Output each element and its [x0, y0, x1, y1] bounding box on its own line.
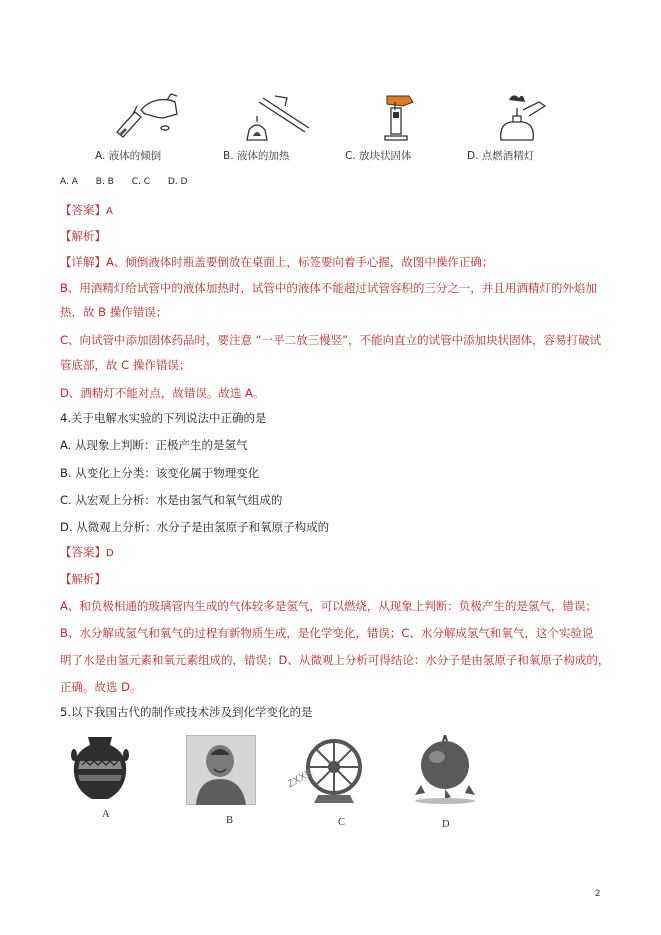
picture-c: [288, 735, 388, 835]
q4-analysis-line-2: B、水分解成氢气和氧气的过程有新物质生成，是化学变化，错误；C、水分解成氢气和氧气，这个实验说: [60, 626, 594, 640]
picture-c-label: C: [338, 817, 346, 828]
figure-d-caption: D. 点燃酒精灯: [467, 150, 535, 162]
heat-liquid-icon: [235, 92, 315, 144]
q3-option-b: B. B: [95, 177, 114, 187]
figure-a-caption: A. 液体的倾倒: [95, 150, 162, 162]
answer-value: D: [106, 548, 114, 559]
pour-liquid-icon: [107, 92, 187, 144]
q3-options: [60, 177, 202, 187]
picture-a: [68, 735, 148, 835]
figure-c: [345, 92, 455, 172]
figure-a: [95, 92, 205, 172]
q3-option-a: A. A: [60, 177, 78, 187]
figure-b-caption: B. 液体的加热: [223, 150, 290, 162]
picture-b-label: B: [226, 815, 234, 826]
lab-operations-figure: [95, 92, 575, 172]
picture-a-label: A: [102, 809, 110, 820]
picture-d-label: D: [442, 819, 450, 830]
q3-detail-line-1: 【详解】A、倾倒液体时瓶盖要倒放在桌面上，标签要向着手心握，故图中操作正确；: [60, 255, 494, 269]
q4-analysis-line-3: 明了水是由氢元素和氧元素组成的，错误；D、从微观上分析可得结论：水分子是由氢原子和氧原子构成的，: [60, 653, 610, 667]
q4-option-c: C. 从宏观上分析：水是由氢气和氧气组成的: [60, 493, 283, 507]
q4-analysis-line-4: 正确。故选 D。: [60, 680, 142, 694]
q4-stem: 4.关于电解水实验的下列说法中正确的是: [60, 411, 267, 425]
picture-b: [186, 735, 276, 835]
answer-tag: 【答案】: [60, 545, 106, 559]
bronze-ball-icon: [405, 735, 485, 807]
q4-analysis-tag: 【解析】: [60, 572, 106, 586]
page-number: 2: [595, 889, 601, 899]
figure-d: [467, 92, 577, 172]
q3-option-d: D. D: [167, 177, 188, 187]
figure-b: [223, 92, 333, 172]
q3-detail-line-4: C、向试管中添加固体药品时，要注意 “一平二放三慢竖”，不能向直立的试管中添加块状固体，容易打破试: [60, 333, 602, 347]
q3-detail-line-6: D、酒精灯不能对点，故错误。故选 A。: [60, 386, 265, 400]
q3-analysis-tag: 【解析】: [60, 229, 106, 243]
q4-option-b: B. 从变化上分类：该变化属于物理变化: [60, 466, 260, 480]
q4-option-a: A. 从现象上判断：正极产生的是氢气: [60, 438, 248, 452]
q3-detail-line-2: B、用酒精灯给试管中的液体加热时，试管中的液体不能超过试管容积的三分之一，并且用酒精灯的外焰加: [60, 281, 597, 295]
picture-d: [405, 735, 505, 845]
watermark-text: ZXXK: [288, 767, 315, 791]
q4-option-d: D. 从微观上分析：水分子是由氢原子和氧原子构成的: [60, 520, 330, 534]
answer-tag: 【答案】: [60, 203, 106, 217]
alcohol-lamp-icon: [479, 92, 559, 144]
water-wheel-icon: [288, 735, 368, 805]
q3-detail-line-3: 热，故 B 操作错误；: [60, 305, 168, 319]
q3-detail-line-5: 管底部，故 C 操作错误；: [60, 358, 191, 372]
detail-tag: 【详解】: [60, 255, 106, 269]
answer-value: A: [106, 206, 113, 217]
figure-c-caption: C. 放块状固体: [345, 150, 412, 162]
q3-answer: [60, 203, 113, 219]
pottery-vase-icon: [68, 735, 132, 805]
q5-stem: 5.以下我国古代的制作或技术涉及到化学变化的是: [60, 705, 313, 719]
q3-option-c: C. C: [131, 177, 151, 187]
q4-analysis-line-1: A、和负极相通的玻璃管内生成的气体较多是氢气，可以燃烧，从现象上判断：负极产生的是氢气，错误；: [60, 599, 597, 613]
q4-answer: [60, 545, 114, 561]
q5-pictures: [60, 735, 530, 835]
add-solid-icon: [357, 92, 437, 144]
statue-portrait-icon: [186, 735, 256, 805]
